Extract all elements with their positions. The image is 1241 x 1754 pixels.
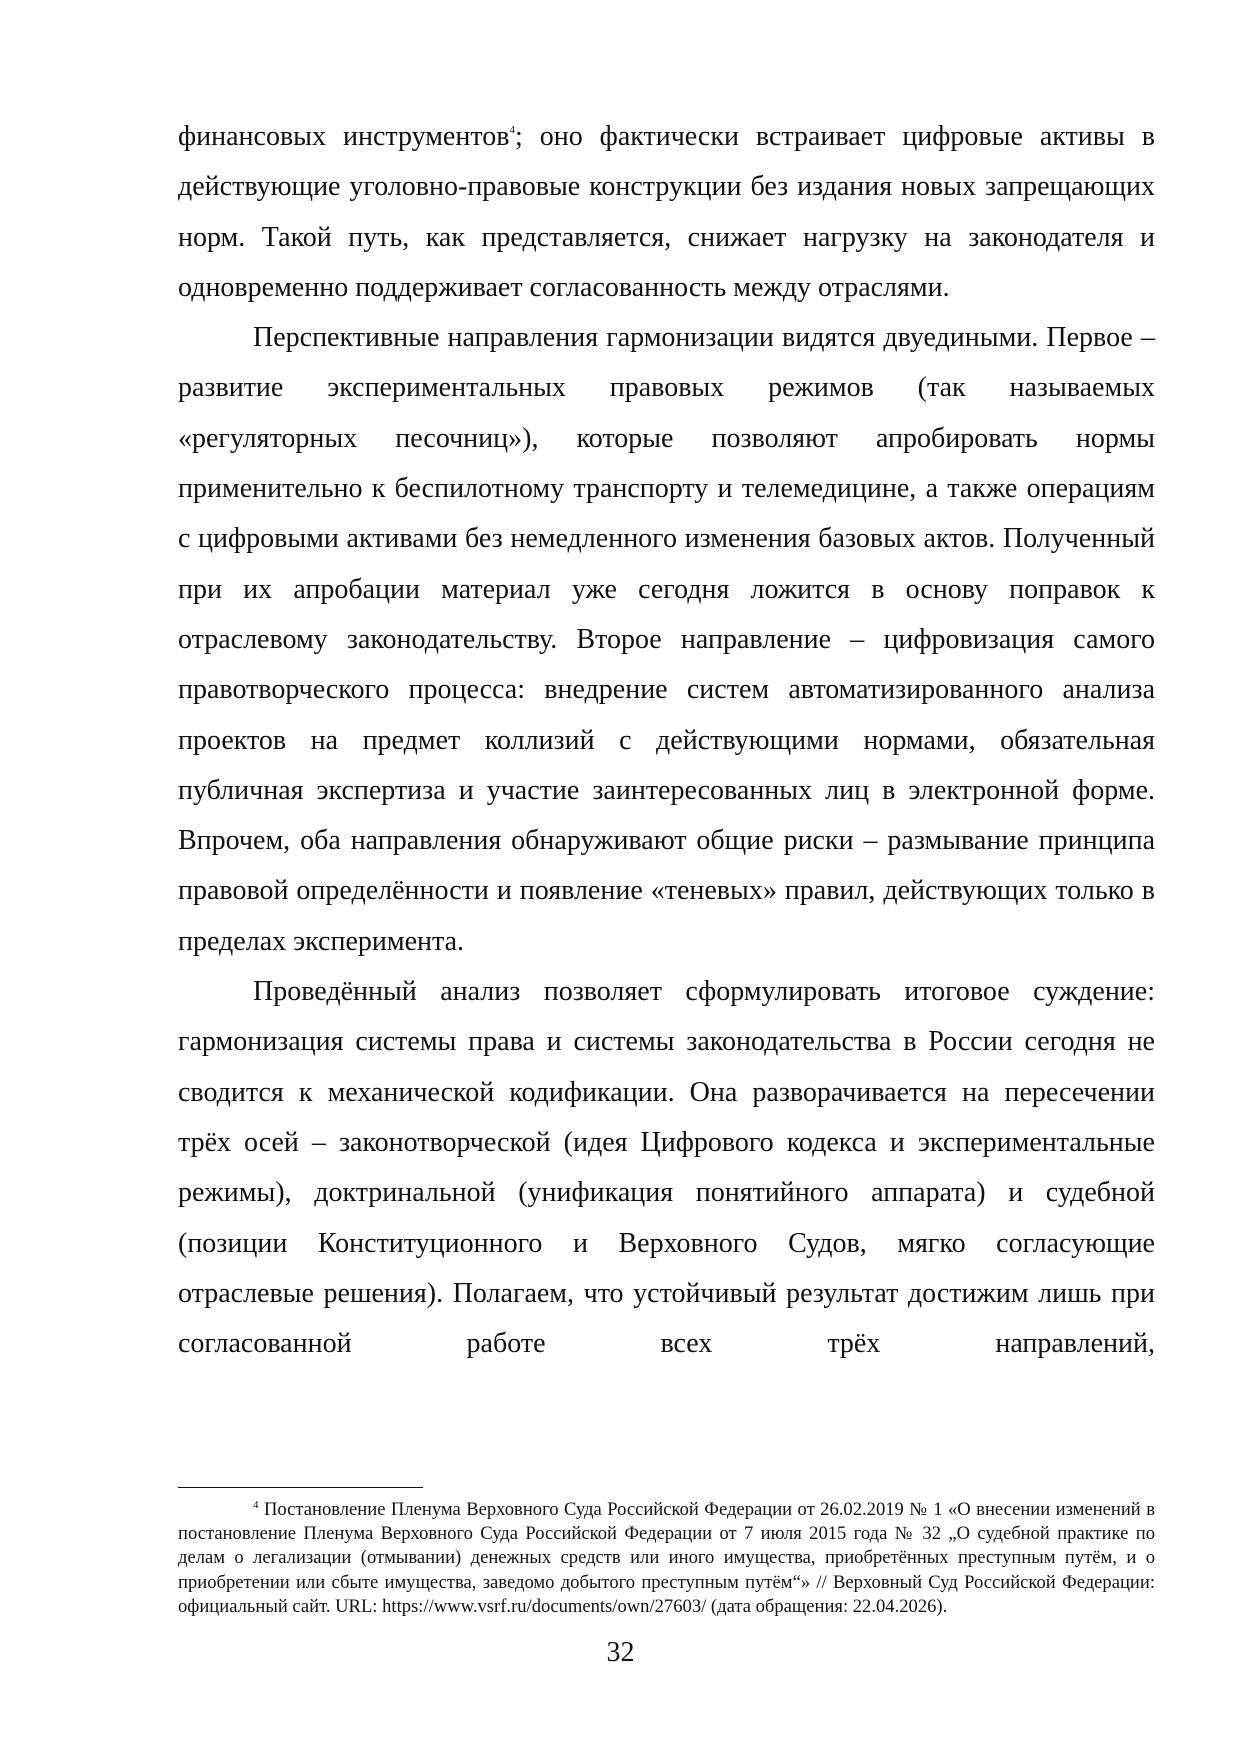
- paragraph-1: [178, 112, 1155, 313]
- paragraph-2: Перспективные направления гармонизации видятся двуедиными. Первое – развитие экспериментальных правовых режимов (так называемых «регуляторных песочниц»), которые позволяют апробировать нормы применительно к беспилотному транспорту и телемедицине, а также операциям с цифровыми активами без немедленного изменения базовых актов. Полученный при их апробации материал уже сегодня ложится в основу поправок к отраслевому законодательству. Второе направление – цифровизация самого правотворческого процесса: внедрение систем автоматизированного анализа проектов на предмет коллизий с действующими нормами, обязательная публичная экспертиза и участие заинтересованных лиц в электронной форме. Впрочем, оба направления обнаруживают общие риски – размывание принципа правовой определённости и появление «теневых» правил, действующих только в пределах эксперимента.: [178, 322, 1155, 957]
- footnote-4: [178, 1498, 1155, 1619]
- footnote-reference[interactable]: 4: [509, 124, 515, 136]
- footnote-text: Постановление Пленума Верховного Суда Российской Федерации от 26.02.2019 № 1 «О внесении изменений в постановление Пленума Верховного Суда Российской Федерации от 7 июля 2015 года № 32 „О судебной практике по делам о легализации (отмывании) денежных средств или иного имущества, приобретённых преступным путём, и о приобретении или сбыте имущества, заведомо добытого преступным путём“» // Верховный Суд Российской Федерации: официальный сайт. URL: https://www.vsrf.ru/documents/own/27603/ (дата обращения: 22.04.2026).: [178, 1499, 1155, 1617]
- footnote-marker: 4: [253, 1499, 259, 1511]
- paragraph-1-rest: ; оно фактически встраивает цифровые активы в действующие уголовно-правовые конструкции без издания новых запрещающих норм. Такой путь, как представляется, снижает нагрузку на законодателя и одновременно поддерживает согласованность между отраслями.: [178, 121, 1155, 303]
- paragraph-1-start: финансовых инструментов: [178, 121, 510, 152]
- main-text: [178, 112, 1155, 1369]
- paragraph-3: Проведённый анализ позволяет сформулировать итоговое суждение: гармонизация системы права и системы законодательства в России сегодня не сводится к механической кодификации. Она разворачивается на пересечении трёх осей – законотворческой (идея Цифрового кодекса и экспериментальные режимы), доктринальной (унификация понятийного аппарата) и судебной (позиции Конституционного и Верховного Судов, мягко согласующие отраслевые решения). Полагаем, что устойчивый результат достижим лишь при согласованной работе всех трёх направлений,: [178, 976, 1155, 1360]
- page-number: 32: [606, 1637, 635, 1668]
- footnote-separator: [178, 1487, 423, 1488]
